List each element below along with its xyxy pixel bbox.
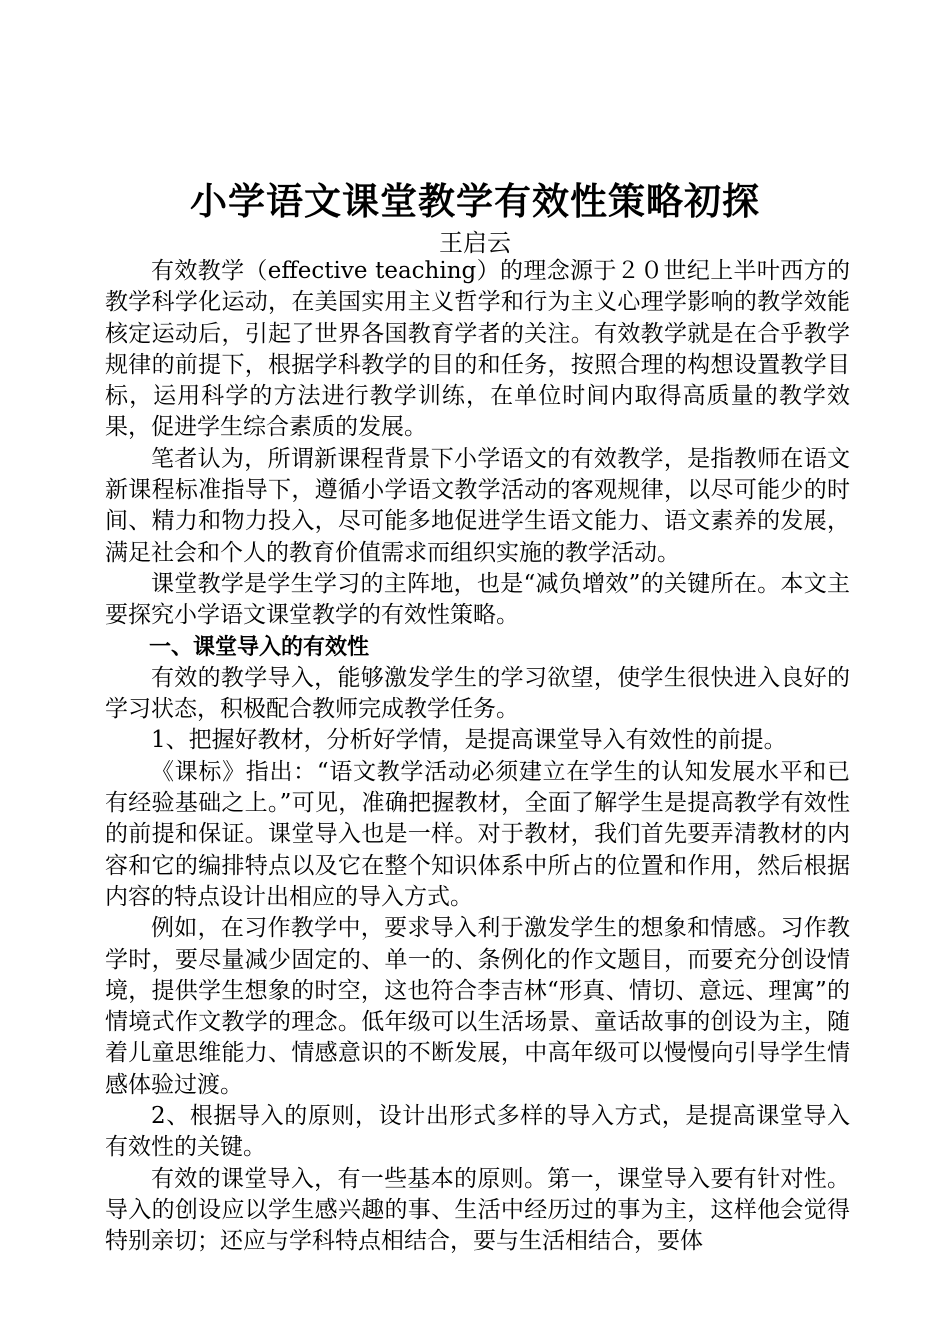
paragraph-point-1: 1、把握好教材，分析好学情，是提高课堂导入有效性的前提。 — [151, 727, 787, 754]
paragraph-author-view: 笔者认为，所谓新课程背景下小学语文的有效教学，是指教师在语文新课程标准指导下，遵循小学语文教学活动的客观规律，以尽可能少的时间、精力和物力投入，尽可能多地促进学生语文能力、语文素养的发展，满足社会和个人的教育价值需求而组织实施的教学活动。 — [105, 445, 850, 566]
paragraph-point-2: 2、根据导入的原则，设计出形式多样的导入方式，是提高课堂导入有效性的关键。 — [105, 1103, 850, 1161]
document-author: 王启云 — [439, 229, 511, 257]
document-body — [105, 256, 850, 1258]
paragraph-effective-introduction: 有效的教学导入，能够激发学生的学习欲望，使学生很快进入良好的学习状态，积极配合教师完成教学任务。 — [105, 664, 850, 723]
paragraph-classroom-teaching: 课堂教学是学生学习的主阵地，也是“减负增效”的关键所在。本文主要探究小学语文课堂教学的有效性策略。 — [105, 570, 850, 629]
paragraph-introduction-principles: 有效的课堂导入，有一些基本的原则。第一，课堂导入要有针对性。导入的创设应以学生感兴趣的事、生活中经历过的事为主，这样他会觉得特别亲切；还应与学科特点相结合，要与生活相结合，要体 — [105, 1165, 850, 1255]
paragraph-intro-effective-teaching: 有效教学（effective teaching）的理念源于２０世纪上半叶西方的教学科学化运动，在美国实用主义哲学和行为主义心理学影响的教学效能核定运动后，引起了世界各国教育学者的关注。有效教学就是在合乎教学规律的前提下，根据学科教学的目的和任务，按照合理的构想设置教学目标，运用科学的方法进行教学训练，在单位时间内取得高质量的教学效果，促进学生综合素质的发展。 — [105, 258, 850, 441]
document-title: 小学语文课堂教学有效性策略初探 — [190, 180, 760, 223]
section-heading-lesson-introduction: 一、课堂导入的有效性 — [149, 634, 370, 660]
paragraph-writing-example: 例如，在习作教学中，要求导入利于激发学生的想象和情感。习作教学时，要尽量减少固定的、单一的、条例化的作文题目，而要充分创设情境，提供学生想象的时空，这也符合李吉林“形真、情切、意远、理寓”的情境式作文教学的理念。低年级可以生活场景、童话故事的创设为主，随着儿童思维能力、情感意识的不断发展，中高年级可以慢慢向引导学生情感体验过渡。 — [105, 915, 850, 1098]
paragraph-curriculum-standard: 《课标》指出：“语文教学活动必须建立在学生的认知发展水平和已有经验基础之上。”可见，准确把握教材，全面了解学生是提高教学有效性的前提和保证。课堂导入也是一样。对于教材，我们首先要弄清教材的内容和它的编排特点以及它在整个知识体系中所占的位置和作用，然后根据内容的特点设计出相应的导入方式。 — [105, 758, 850, 910]
